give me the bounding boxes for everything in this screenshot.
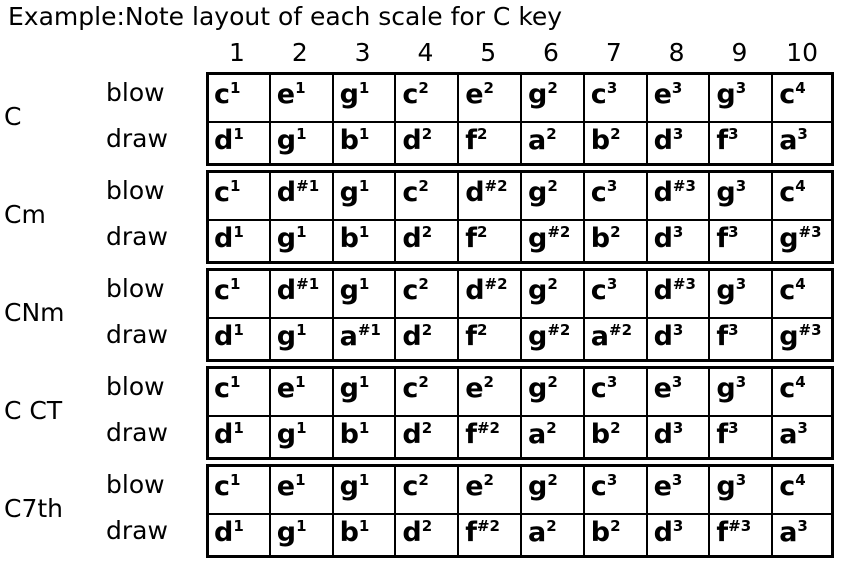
- draw-row-label: draw: [106, 222, 168, 251]
- note-superscript: 3: [606, 177, 618, 195]
- note-cell-blow: $g^1$: [339, 79, 370, 110]
- note-cell-draw: $a^3$: [779, 125, 808, 156]
- note-cell-blow: $c^4$: [779, 373, 806, 404]
- note-superscript: 3: [606, 79, 618, 97]
- note-superscript: 2: [546, 419, 557, 437]
- note-superscript: 2: [547, 471, 558, 489]
- note-cell-blow: $c^4$: [779, 79, 806, 110]
- column-header-9: 9: [731, 38, 748, 67]
- note-superscript: 4: [795, 471, 806, 489]
- scale-name-label: CNm: [4, 298, 65, 327]
- note-superscript: 3: [735, 79, 747, 97]
- note-cell-blow: $g^1$: [339, 471, 370, 502]
- note-superscript: #1: [357, 321, 381, 339]
- note-cell-blow: $c^1$: [214, 177, 241, 208]
- note-superscript: 4: [795, 79, 806, 97]
- note-cell-draw: $f^{\#2}$: [465, 517, 500, 548]
- note-cell-draw: $d^2$: [402, 223, 433, 254]
- note-cell-blow: $c^2$: [402, 177, 429, 208]
- note-superscript: 3: [672, 223, 684, 241]
- note-cell-draw: $d^1$: [214, 419, 244, 450]
- note-cell-draw: $a^3$: [779, 517, 808, 548]
- note-cell-draw: $d^3$: [653, 517, 684, 548]
- note-cell-blow: $e^2$: [465, 79, 494, 110]
- note-superscript: 1: [358, 79, 370, 97]
- note-superscript: 1: [295, 471, 306, 489]
- note-cell-draw: $a^2$: [528, 517, 557, 548]
- note-superscript: 3: [671, 373, 683, 391]
- note-cell-draw: $b^1$: [339, 125, 370, 156]
- note-cell-draw: $a^{\#2}$: [590, 321, 633, 352]
- note-cell-draw: $d^3$: [653, 419, 684, 450]
- scale-name-label: C CT: [4, 396, 63, 425]
- note-superscript: #1: [296, 275, 320, 293]
- note-superscript: 1: [295, 79, 306, 97]
- scale-name-label: Cm: [4, 200, 46, 229]
- note-cell-draw: $b^2$: [590, 517, 621, 548]
- note-superscript: 2: [610, 419, 621, 437]
- note-cell-blow: $e^3$: [653, 373, 683, 404]
- blow-row-label: blow: [106, 78, 165, 107]
- note-superscript: 2: [476, 223, 488, 241]
- note-superscript: 1: [296, 125, 307, 143]
- note-cell-draw: $b^2$: [590, 125, 621, 156]
- note-superscript: 1: [296, 223, 307, 241]
- note-cell-blow: $c^4$: [779, 177, 806, 208]
- note-superscript: 3: [797, 125, 808, 143]
- note-superscript: 3: [728, 419, 739, 437]
- note-superscript: 1: [233, 517, 244, 535]
- note-cell-blow: $c^3$: [590, 275, 618, 306]
- note-superscript: 1: [358, 471, 370, 489]
- note-superscript: 4: [795, 373, 806, 391]
- note-superscript: 3: [728, 223, 739, 241]
- note-table: [206, 72, 834, 166]
- note-cell-blow: $g^3$: [716, 471, 747, 502]
- note-superscript: 1: [358, 517, 370, 535]
- note-superscript: 2: [421, 419, 433, 437]
- note-cell-draw: $d^3$: [653, 125, 684, 156]
- scale-blocks: [0, 72, 842, 560]
- note-cell-blow: $c^1$: [214, 471, 241, 502]
- note-superscript: 2: [476, 321, 488, 339]
- note-table: [206, 170, 834, 264]
- note-cell-draw: $g^1$: [276, 223, 307, 254]
- note-cell-blow: $c^1$: [214, 275, 241, 306]
- note-cell-draw: $d^3$: [653, 223, 684, 254]
- note-cell-draw: $f^3$: [716, 419, 739, 450]
- note-superscript: 1: [358, 275, 370, 293]
- note-cell-draw: $d^1$: [214, 517, 244, 548]
- note-cell-blow: $c^1$: [214, 373, 241, 404]
- note-cell-blow: $d^{\#3}$: [653, 177, 696, 208]
- note-cell-blow: $d^{\#2}$: [465, 275, 508, 306]
- note-cell-draw: $a^3$: [779, 419, 808, 450]
- note-cell-draw: $d^1$: [214, 321, 244, 352]
- note-superscript: #2: [547, 223, 571, 241]
- note-superscript: 1: [296, 419, 307, 437]
- column-header-5: 5: [480, 38, 497, 67]
- note-superscript: #3: [672, 275, 696, 293]
- note-cell-blow: $c^4$: [779, 275, 806, 306]
- scale-block: [0, 366, 842, 462]
- note-cell-blow: $c^3$: [590, 373, 618, 404]
- note-superscript: 2: [483, 373, 494, 391]
- draw-row-label: draw: [106, 516, 168, 545]
- note-superscript: 3: [606, 471, 618, 489]
- note-cell-draw: $a^{\#1}$: [339, 321, 381, 352]
- note-cell-draw: $f^2$: [465, 125, 488, 156]
- note-superscript: 3: [672, 125, 684, 143]
- note-superscript: 3: [797, 517, 808, 535]
- note-superscript: 1: [230, 373, 241, 391]
- note-superscript: 2: [483, 79, 494, 97]
- note-superscript: 3: [735, 177, 747, 195]
- note-superscript: #3: [798, 223, 822, 241]
- note-superscript: 1: [358, 419, 370, 437]
- note-cell-blow: $e^2$: [465, 471, 494, 502]
- note-cell-blow: $e^3$: [653, 79, 683, 110]
- note-cell-draw: $d^1$: [214, 223, 244, 254]
- note-cell-draw: $b^2$: [590, 419, 621, 450]
- note-superscript: 2: [421, 321, 433, 339]
- note-cell-blow: $g^2$: [528, 177, 558, 208]
- note-cell-draw: $d^2$: [402, 517, 433, 548]
- note-superscript: #3: [728, 517, 752, 535]
- note-superscript: 2: [610, 125, 621, 143]
- note-superscript: #2: [609, 321, 633, 339]
- note-cell-draw: $d^2$: [402, 321, 433, 352]
- note-cell-blow: $g^2$: [528, 79, 558, 110]
- note-superscript: #2: [476, 419, 500, 437]
- scale-name-label: C7th: [4, 494, 64, 523]
- note-table: [206, 366, 834, 460]
- note-superscript: 1: [230, 275, 241, 293]
- note-cell-draw: $f^{\#3}$: [716, 517, 752, 548]
- note-cell-blow: $g^3$: [716, 177, 747, 208]
- note-superscript: #2: [484, 275, 508, 293]
- note-cell-draw: $b^1$: [339, 223, 370, 254]
- column-header-7: 7: [605, 38, 622, 67]
- column-header-8: 8: [668, 38, 685, 67]
- note-superscript: 2: [483, 471, 494, 489]
- note-superscript: #3: [798, 321, 822, 339]
- note-superscript: 3: [735, 373, 747, 391]
- note-cell-blow: $g^3$: [716, 373, 747, 404]
- note-cell-blow: $c^2$: [402, 373, 429, 404]
- note-superscript: 2: [546, 125, 557, 143]
- note-cell-draw: $g^{\#3}$: [779, 223, 822, 254]
- note-superscript: 1: [296, 321, 307, 339]
- note-cell-blow: $g^2$: [528, 471, 558, 502]
- note-superscript: 3: [735, 275, 747, 293]
- scale-block: [0, 72, 842, 168]
- note-cell-blow: $c^1$: [214, 79, 241, 110]
- note-cell-draw: $g^1$: [276, 125, 307, 156]
- note-superscript: 2: [421, 223, 433, 241]
- note-superscript: 2: [476, 125, 488, 143]
- note-superscript: 4: [795, 275, 806, 293]
- note-cell-draw: $d^2$: [402, 419, 433, 450]
- note-superscript: 3: [672, 321, 684, 339]
- note-superscript: 1: [230, 177, 241, 195]
- blow-row-label: blow: [106, 274, 165, 303]
- note-superscript: 1: [230, 79, 241, 97]
- blow-row-label: blow: [106, 176, 165, 205]
- note-cell-draw: $f^2$: [465, 223, 488, 254]
- note-superscript: 3: [728, 125, 739, 143]
- draw-row-label: draw: [106, 124, 168, 153]
- note-superscript: 3: [672, 419, 684, 437]
- column-header-3: 3: [354, 38, 371, 67]
- scale-name-label: C: [4, 102, 22, 131]
- note-cell-blow: $c^4$: [779, 471, 806, 502]
- note-superscript: 4: [795, 177, 806, 195]
- note-cell-blow: $d^{\#1}$: [276, 177, 320, 208]
- note-superscript: #2: [484, 177, 508, 195]
- note-superscript: 1: [358, 125, 370, 143]
- note-superscript: 2: [418, 471, 429, 489]
- note-cell-draw: $d^1$: [214, 125, 244, 156]
- scale-grid: [0, 38, 842, 562]
- note-cell-draw: $a^2$: [528, 125, 557, 156]
- note-superscript: 3: [735, 471, 747, 489]
- note-cell-draw: $f^3$: [716, 223, 739, 254]
- note-superscript: 3: [671, 471, 683, 489]
- note-superscript: 1: [233, 419, 244, 437]
- note-superscript: 1: [358, 373, 370, 391]
- note-cell-draw: $f^2$: [465, 321, 488, 352]
- note-table: [206, 268, 834, 362]
- note-cell-blow: $g^1$: [339, 177, 370, 208]
- column-header-10: 10: [786, 38, 819, 67]
- note-cell-blow: $g^1$: [339, 275, 370, 306]
- note-cell-draw: $g^1$: [276, 419, 307, 450]
- draw-row-label: draw: [106, 320, 168, 349]
- note-cell-blow: $g^3$: [716, 275, 747, 306]
- note-cell-blow: $e^1$: [276, 79, 306, 110]
- note-superscript: 1: [296, 517, 307, 535]
- note-superscript: 3: [797, 419, 808, 437]
- scale-block: [0, 268, 842, 364]
- note-cell-draw: $b^1$: [339, 419, 370, 450]
- note-superscript: 3: [671, 79, 683, 97]
- note-superscript: 2: [547, 373, 558, 391]
- note-superscript: #3: [672, 177, 696, 195]
- blow-row-label: blow: [106, 372, 165, 401]
- note-cell-blow: $e^2$: [465, 373, 494, 404]
- note-cell-blow: $e^1$: [276, 471, 306, 502]
- column-header-row: [0, 38, 842, 72]
- note-cell-draw: $f^3$: [716, 321, 739, 352]
- column-header-4: 4: [417, 38, 434, 67]
- note-cell-blow: $g^2$: [528, 373, 558, 404]
- note-superscript: 1: [358, 223, 370, 241]
- note-superscript: 2: [418, 275, 429, 293]
- note-cell-blow: $e^3$: [653, 471, 683, 502]
- note-cell-blow: $c^2$: [402, 471, 429, 502]
- note-cell-draw: $d^3$: [653, 321, 684, 352]
- note-superscript: 2: [421, 125, 433, 143]
- note-cell-draw: $g^{\#3}$: [779, 321, 822, 352]
- note-cell-blow: $c^2$: [402, 79, 429, 110]
- note-superscript: 1: [233, 321, 244, 339]
- note-superscript: 2: [610, 223, 621, 241]
- note-superscript: 2: [610, 517, 621, 535]
- note-cell-blow: $c^2$: [402, 275, 429, 306]
- note-superscript: 2: [418, 373, 429, 391]
- column-header-6: 6: [543, 38, 559, 67]
- note-cell-draw: $g^{\#2}$: [528, 223, 571, 254]
- note-cell-draw: $f^{\#2}$: [465, 419, 500, 450]
- note-cell-draw: $b^2$: [590, 223, 621, 254]
- note-cell-draw: $a^2$: [528, 419, 557, 450]
- note-cell-blow: $d^{\#1}$: [276, 275, 320, 306]
- note-superscript: 3: [728, 321, 739, 339]
- note-cell-blow: $d^{\#3}$: [653, 275, 696, 306]
- note-superscript: 3: [606, 373, 618, 391]
- note-superscript: 3: [672, 517, 684, 535]
- note-superscript: #1: [296, 177, 320, 195]
- note-superscript: 1: [230, 471, 241, 489]
- note-superscript: 1: [358, 177, 370, 195]
- note-cell-draw: $g^1$: [276, 321, 307, 352]
- note-superscript: 2: [418, 79, 429, 97]
- column-header-2: 2: [291, 38, 308, 67]
- column-header-1: 1: [229, 38, 245, 67]
- draw-row-label: draw: [106, 418, 168, 447]
- note-cell-blow: $c^3$: [590, 79, 618, 110]
- note-superscript: #2: [547, 321, 571, 339]
- note-cell-blow: $c^3$: [590, 177, 618, 208]
- note-cell-blow: $g^1$: [339, 373, 370, 404]
- note-superscript: 2: [547, 275, 558, 293]
- scale-block: [0, 170, 842, 266]
- note-table: [206, 464, 834, 558]
- note-cell-draw: $d^2$: [402, 125, 433, 156]
- note-superscript: 2: [418, 177, 429, 195]
- note-cell-draw: $g^{\#2}$: [528, 321, 571, 352]
- note-cell-draw: $f^3$: [716, 125, 739, 156]
- note-superscript: 1: [295, 373, 306, 391]
- note-superscript: 3: [606, 275, 618, 293]
- note-cell-blow: $d^{\#2}$: [465, 177, 508, 208]
- note-cell-blow: $e^1$: [276, 373, 306, 404]
- note-superscript: 2: [547, 177, 558, 195]
- note-superscript: 2: [547, 79, 558, 97]
- note-superscript: 2: [546, 517, 557, 535]
- blow-row-label: blow: [106, 470, 165, 499]
- scale-block: [0, 464, 842, 560]
- page-title: Example:Note layout of each scale for C key: [8, 2, 563, 31]
- note-cell-blow: $g^2$: [528, 275, 558, 306]
- note-cell-draw: $g^1$: [276, 517, 307, 548]
- note-cell-blow: $c^3$: [590, 471, 618, 502]
- note-superscript: #2: [476, 517, 500, 535]
- note-superscript: 2: [421, 517, 433, 535]
- note-superscript: 1: [233, 223, 244, 241]
- note-cell-draw: $b^1$: [339, 517, 370, 548]
- note-cell-blow: $g^3$: [716, 79, 747, 110]
- note-superscript: 1: [233, 125, 244, 143]
